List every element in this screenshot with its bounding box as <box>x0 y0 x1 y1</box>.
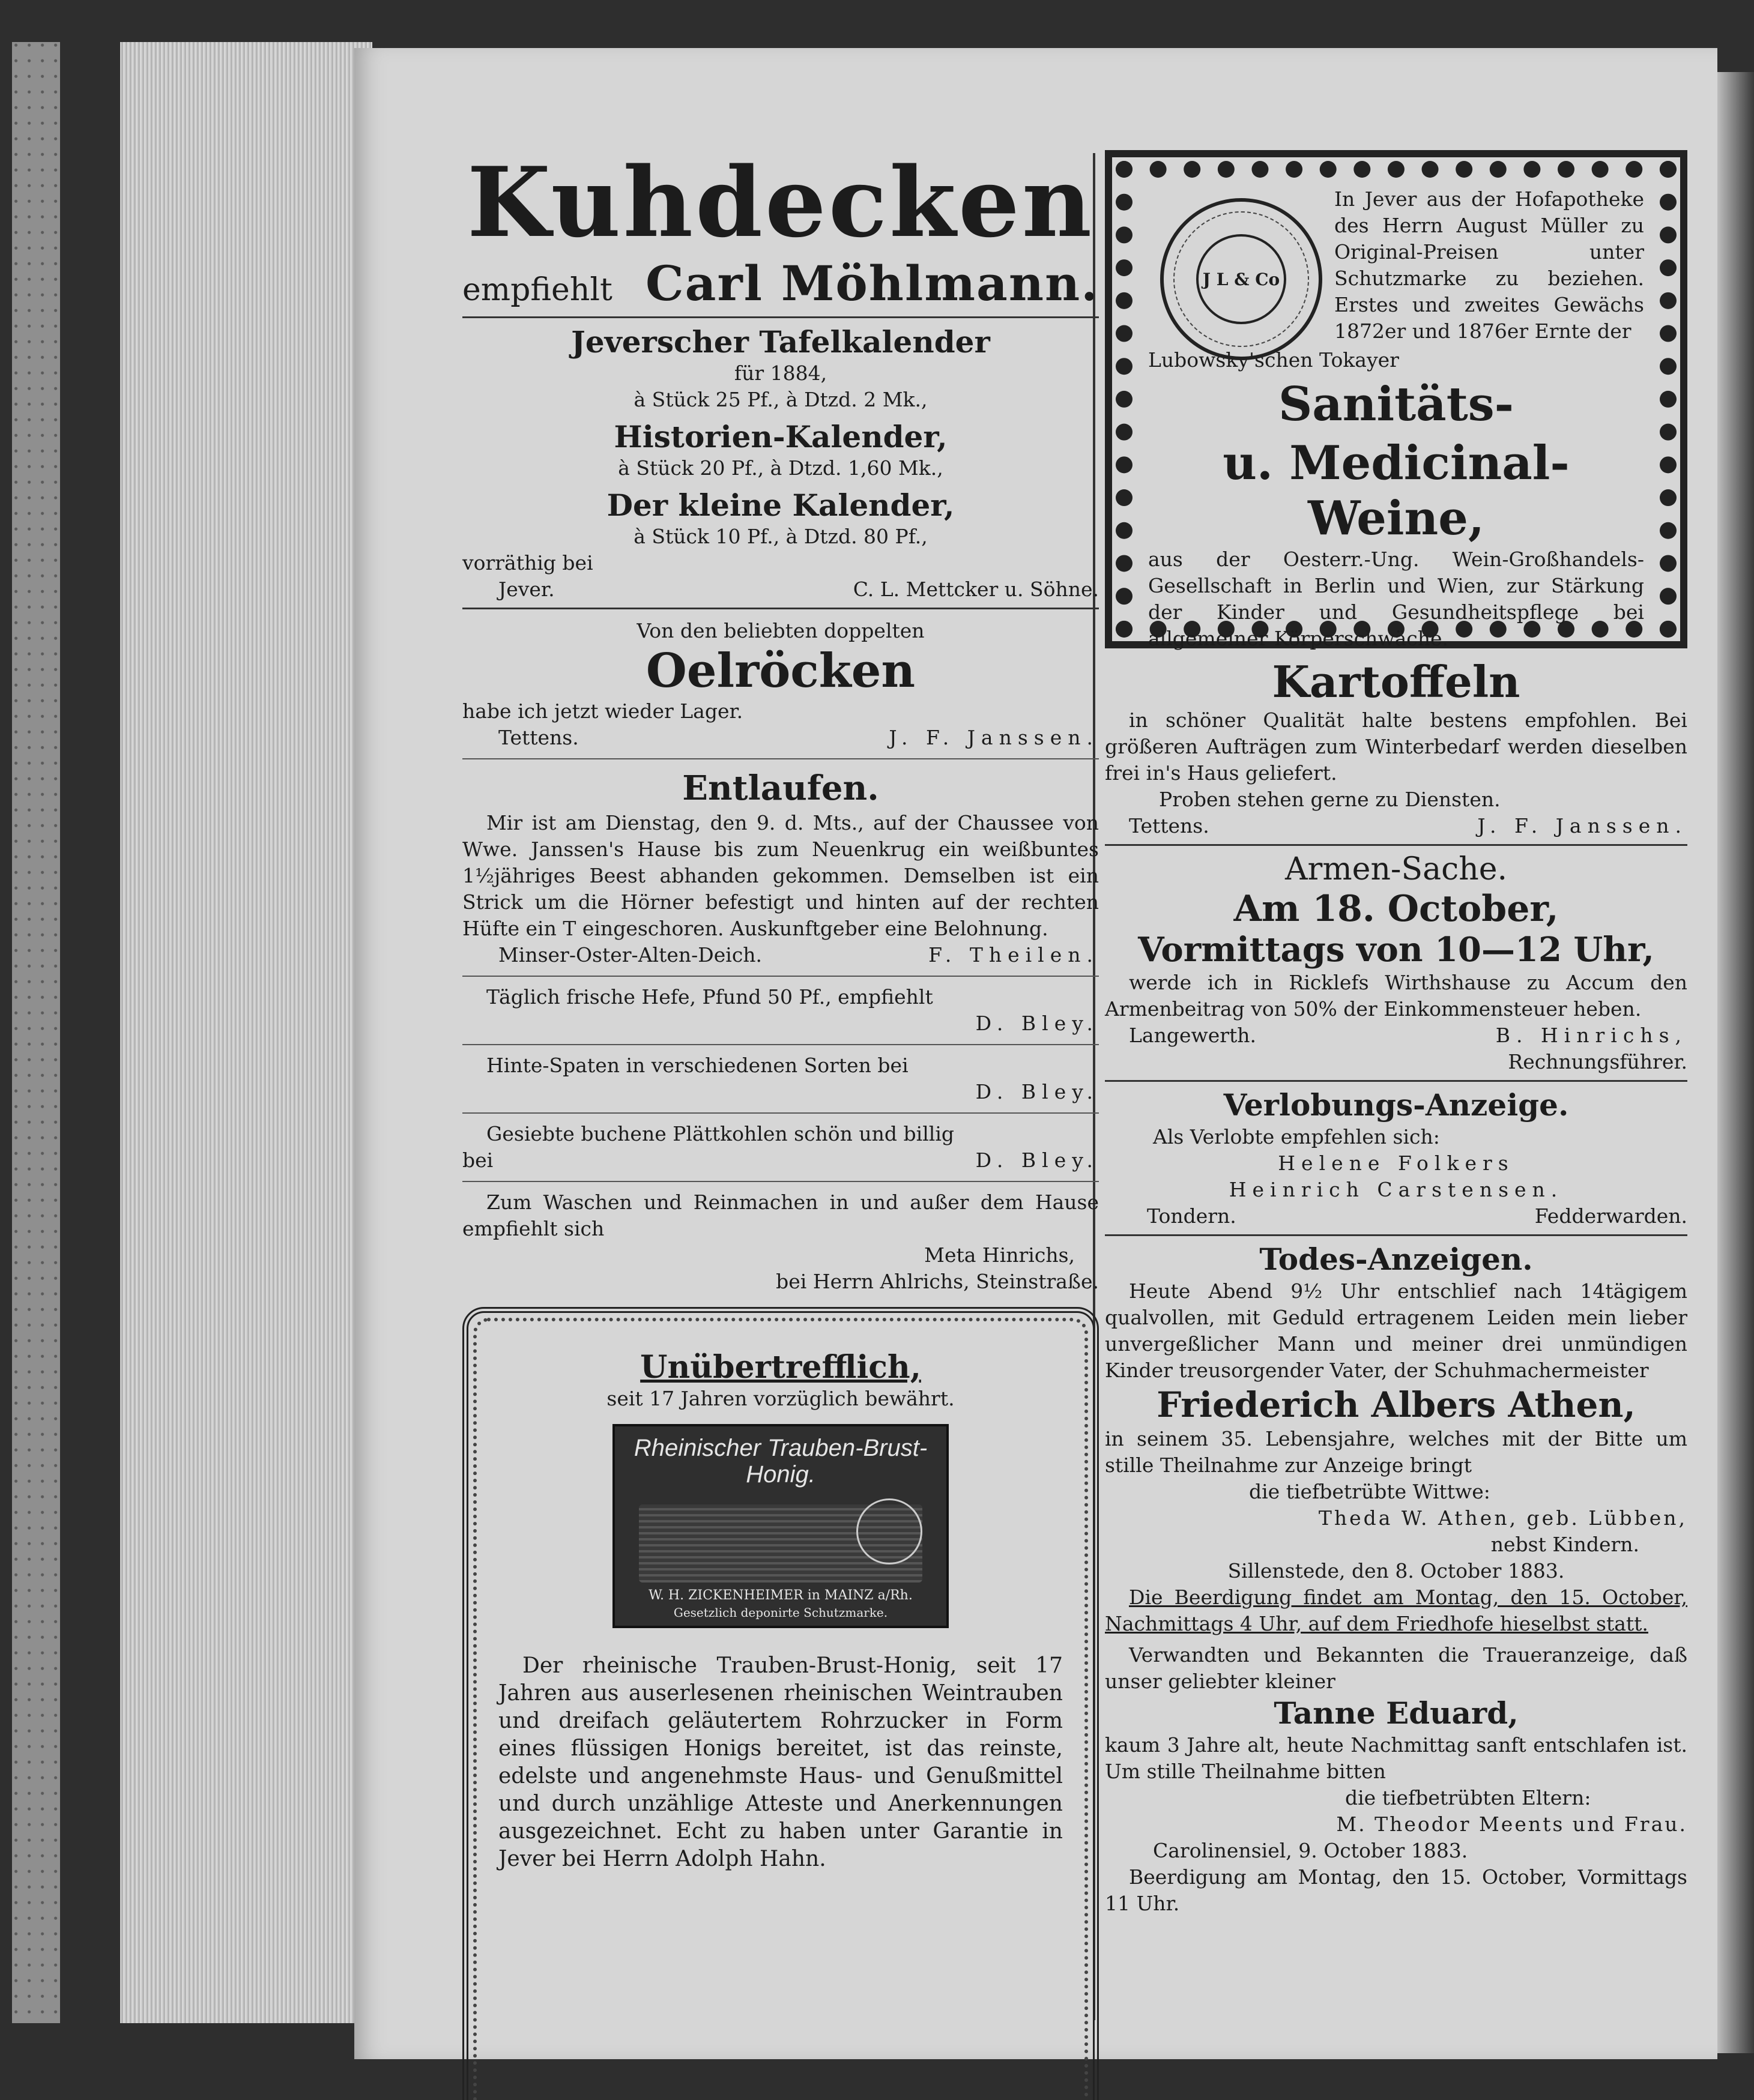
verlobung-title: Verlobungs-Anzeige. <box>1223 1087 1569 1123</box>
newspaper-page <box>354 48 1717 2059</box>
armen-text: werde ich in Ricklefs Wirthshause zu Accum den Armenbeitrag von 50% der Einkommensteuer heben. <box>1105 971 1687 1021</box>
verlobung-place1: Tondern. <box>1147 1204 1236 1228</box>
right-column <box>1105 138 1687 1917</box>
waschen-name: Meta Hinrichs, <box>924 1243 1075 1267</box>
weine-title1: Sanitäts- <box>1278 377 1514 432</box>
weine-text: In Jever aus der Hofapotheke des Herrn August Müller zu Original-Preisen unter Schutzmarke zu beziehen. Erstes und zweites Gewächs 1872er und 1876er Ernte der <box>1334 187 1644 343</box>
book-page-stack <box>120 42 372 2023</box>
entlaufen-text: Mir ist am Dienstag, den 9. d. Mts., auf der Chaussee von Wwe. Janssen's Hause bis zum Neuenkrug ein weißbuntes 1½jähriges Beest abhanden gekommen. Demselben ist ein Strick um die Hörner befestigt und hinten auf der rechten Hüfte ein T eingeschoren. Auskunftgeber eine Belohnung. <box>462 811 1099 940</box>
divider <box>1105 844 1687 846</box>
divider <box>462 316 1099 318</box>
ad-entlaufen <box>462 767 1099 968</box>
todes-text1: Heute Abend 9½ Uhr entschlief nach 14tägigem qualvollen, mit Geduld ertragenem Leiden mein lieber unvergeßlicher Mann und meiner drei unmündigen Kinder treusorgender Vater, der Schuhmachermeister <box>1105 1279 1687 1382</box>
kalender-year: für 1884, <box>734 361 827 385</box>
todes-funeral: Die Beerdigung findet am Montag, den 15. October, Nachmittags 4 Uhr, auf dem Friedhofe hieselbst statt. <box>1105 1586 1687 1635</box>
weine-text2: aus der Oesterr.-Ung. Wein-Großhandels-Gesellschaft in Berlin und Wien, zur Stärkung der Kinder und Gesundheitspflege bei allgemeiner Körperschwäche. <box>1148 548 1644 650</box>
ad-kuhdecken <box>462 146 1099 312</box>
armen-time: Vormittags von 10—12 Uhr, <box>1138 930 1654 970</box>
todes-widow: Theda W. Athen, geb. Lübben, <box>1318 1506 1687 1530</box>
oelroecken-place: Tettens. <box>498 726 579 749</box>
todes-text3: Verwandten und Bekannten die Traueranzeige, daß unser geliebter kleiner <box>1105 1643 1687 1693</box>
entlaufen-place: Minser-Oster-Alten-Deich. <box>498 943 763 967</box>
waschen-text: Zum Waschen und Reinmachen in und außer dem Hause empfiehlt sich <box>462 1190 1099 1240</box>
todes-text4: kaum 3 Jahre alt, heute Nachmittag sanft entschlafen ist. Um stille Theilnahme bitten <box>1105 1733 1687 1783</box>
kartoffeln-text: in schöner Qualität halte bestens empfohlen. Bei größeren Aufträgen zum Winterbedarf werden dieselben frei in's Haus geliefert. <box>1105 708 1687 785</box>
lubowsky-trademark-stamp <box>1160 198 1322 360</box>
kalender-vorraethig: vorräthig bei <box>462 551 593 575</box>
todes-place-date2: Carolinensiel, 9. October 1883. <box>1153 1839 1468 1862</box>
divider <box>462 1044 1099 1045</box>
divider <box>1105 1080 1687 1082</box>
ad-kalender <box>462 324 1099 603</box>
verlobung-name1: Helene Folkers <box>1278 1151 1514 1175</box>
verlobung-place2: Fedderwarden. <box>1534 1204 1687 1228</box>
kalender-firm: C. L. Mettcker u. Söhne. <box>853 578 1099 601</box>
kalender-price2: à Stück 20 Pf., à Dtzd. 1,60 Mk., <box>618 456 943 480</box>
spaten-text: Hinte-Spaten in verschiedenen Sorten bei <box>486 1054 909 1077</box>
divider <box>462 1112 1099 1114</box>
armen-date: Am 18. October, <box>1233 888 1559 930</box>
kartoffeln-place: Tettens. <box>1129 814 1209 837</box>
weine-line2: Lubowsky'schen Tokayer <box>1148 348 1399 372</box>
kalender-title: Jeverscher Tafelkalender <box>571 324 990 360</box>
todes-parents: M. Theodor Meents und Frau. <box>1336 1812 1687 1836</box>
plaettkohlen-text: Gesiebte buchene Plättkohlen schön und billig <box>486 1122 954 1145</box>
ad-traubenhonig-frame <box>462 1307 1099 2100</box>
todes-widow-kids: nebst Kindern. <box>1490 1533 1639 1556</box>
todes-name: Friederich Albers Athen, <box>1157 1384 1636 1425</box>
ad-waschen <box>462 1189 1099 1295</box>
honig-subtitle: seit 17 Jahren vorzüglich bewährt. <box>606 1387 955 1410</box>
divider <box>462 608 1099 609</box>
honig-label-seal-icon <box>856 1498 922 1564</box>
kartoffeln-name: J. F. Janssen. <box>1477 814 1687 837</box>
plaettkohlen-bei: bei <box>462 1148 494 1172</box>
kalender-price1: à Stück 25 Pf., à Dtzd. 2 Mk., <box>634 388 928 411</box>
plaettkohlen-name: D. Bley. <box>975 1148 1099 1172</box>
ad-plaettkohlen <box>462 1121 1099 1174</box>
oelroecken-text: habe ich jetzt wieder Lager. <box>462 699 743 723</box>
entlaufen-title: Entlaufen. <box>682 768 879 808</box>
ad-medicinal-weine-frame <box>1105 150 1687 648</box>
page-gutter-shadow <box>1717 72 1754 2053</box>
todes-widow-intro: die tiefbetrübte Wittwe: <box>1249 1480 1490 1503</box>
kalender-title2: Historien-Kalender, <box>614 419 948 454</box>
kuhdecken-title: Kuhdecken <box>467 146 1095 259</box>
honig-label-mark: Gesetzlich deponirte Schutzmarke. <box>673 1605 888 1620</box>
todes-text2: in seinem 35. Lebensjahre, welches mit der Bitte um stille Theilnahme zur Anzeige bringt <box>1105 1427 1687 1477</box>
divider <box>462 1181 1099 1182</box>
oelroecken-intro: Von den beliebten doppelten <box>637 619 925 642</box>
ad-armen-sache <box>1105 851 1687 1075</box>
kalender-title3: Der kleine Kalender, <box>606 487 955 523</box>
verlobung-text: Als Verlobte empfehlen sich: <box>1153 1125 1440 1148</box>
todes-place-date: Sillenstede, den 8. October 1883. <box>1227 1559 1565 1583</box>
honig-text: Der rheinische Trauben-Brust-Honig, seit 17 Jahren aus auserlesenen rheinischen Weintrauben und dreifach geläutertem Rohrzucker in Form eines flüssigen Honigs bereitet, ist das reinste, edelste und angenehmste Haus- und Genußmittel und durch unzählige Atteste und Anerkennungen ausgezeichnet. Echt zu haben unter Garantie in Jever bei Herrn Adolph Hahn. <box>498 1653 1063 1871</box>
waschen-addr: bei Herrn Ahlrichs, Steinstraße. <box>776 1270 1099 1293</box>
kalender-price3: à Stück 10 Pf., à Dtzd. 80 Pf., <box>634 525 928 548</box>
stamp-center-text: J L & Co <box>1202 269 1280 289</box>
honig-label-title: Rheinischer Trauben-Brust-Honig. <box>634 1435 928 1488</box>
oelroecken-title: Oelröcken <box>646 644 916 698</box>
armen-title: Armen-Sache. <box>1284 851 1508 887</box>
stamp-ring <box>1173 211 1309 347</box>
kuhdecken-empfiehlt: empfiehlt <box>462 272 612 308</box>
armen-place: Langewerth. <box>1129 1024 1257 1047</box>
divider <box>462 976 1099 977</box>
ad-kartoffeln <box>1105 657 1687 839</box>
todes-funeral2: Beerdigung am Montag, den 15. October, Vormittags 11 Uhr. <box>1105 1865 1687 1915</box>
book-edge-speckled <box>12 42 60 2023</box>
ad-hefe <box>462 984 1099 1037</box>
kuhdecken-merchant: Carl Möhlmann. <box>645 255 1099 312</box>
kalender-place: Jever. <box>498 578 555 601</box>
verlobung-name2: Heinrich Carstensen. <box>1229 1178 1564 1201</box>
kartoffeln-proben: Proben stehen gerne zu Diensten. <box>1159 788 1501 811</box>
divider <box>462 758 1099 759</box>
hefe-name: D. Bley. <box>975 1012 1099 1035</box>
honig-label-maker: W. H. ZICKENHEIMER in MAINZ a/Rh. <box>649 1588 913 1603</box>
ad-todes-anzeigen <box>1105 1241 1687 1917</box>
ad-oelroecken <box>462 618 1099 751</box>
hefe-text: Täglich frische Hefe, Pfund 50 Pf., empfiehlt <box>486 985 933 1009</box>
todes-parents-intro: die tiefbetrübten Eltern: <box>1345 1786 1591 1809</box>
oelroecken-name: J. F. Janssen. <box>889 726 1099 749</box>
todes-title: Todes-Anzeigen. <box>1259 1242 1533 1277</box>
divider <box>1105 1234 1687 1236</box>
honig-label-image <box>612 1424 949 1628</box>
ad-spaten <box>462 1052 1099 1105</box>
entlaufen-name: F. Theilen. <box>928 943 1099 967</box>
kartoffeln-title: Kartoffeln <box>1272 656 1520 707</box>
weine-title2: u. Medicinal-Weine, <box>1223 436 1570 546</box>
armen-name: B. Hinrichs, <box>1495 1024 1687 1047</box>
ad-verlobung <box>1105 1087 1687 1230</box>
spaten-name: D. Bley. <box>975 1080 1099 1103</box>
left-column <box>462 138 1099 2100</box>
armen-role: Rechnungsführer. <box>1508 1050 1687 1073</box>
honig-title: Unübertrefflich, <box>640 1349 921 1386</box>
todes-child: Tanne Eduard, <box>1274 1695 1519 1731</box>
